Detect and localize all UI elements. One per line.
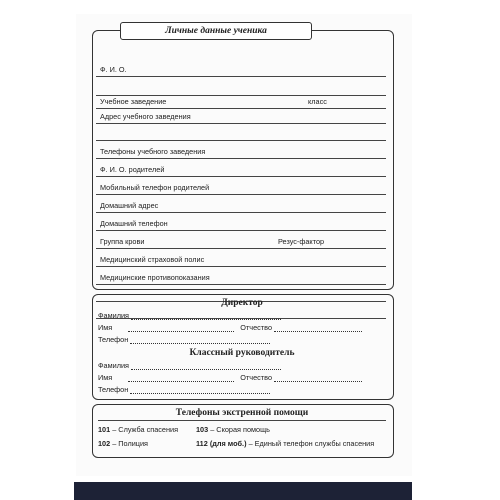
director-phone-field[interactable] — [130, 336, 270, 344]
teacher-name-field[interactable] — [128, 374, 234, 382]
insurance-line[interactable] — [96, 249, 386, 267]
parent-mobile-line[interactable] — [96, 177, 386, 195]
insurance-label: Медицинский страховой полис — [100, 255, 205, 264]
emergency-label: – Полиция — [112, 439, 148, 448]
director-surname-label: Фамилия — [98, 311, 129, 320]
teacher-surname-row[interactable] — [98, 361, 281, 370]
school-address-label: Адрес учебного заведения — [100, 112, 191, 121]
emergency-item-102 — [98, 439, 148, 448]
emergency-number: 101 — [98, 425, 111, 434]
emergency-item-112 — [196, 439, 374, 448]
parents-line[interactable] — [96, 159, 386, 177]
teacher-phone-row[interactable] — [98, 385, 270, 394]
parent-mobile-label: Мобильный телефон родителей — [100, 183, 210, 192]
director-surname-field[interactable] — [131, 312, 281, 320]
teacher-surname-field[interactable] — [131, 362, 281, 370]
student-data-title: Личные данные ученика — [120, 22, 312, 40]
director-phone-row[interactable] — [98, 335, 270, 344]
contraindications-label: Медицинские противопоказания — [100, 273, 210, 282]
emergency-label: – Служба спасения — [112, 425, 179, 434]
director-name-field[interactable] — [128, 324, 234, 332]
blank-line[interactable] — [96, 77, 386, 96]
teacher-patronymic-field[interactable] — [274, 374, 362, 382]
school-line[interactable] — [96, 96, 386, 109]
emergency-number: 103 — [196, 425, 209, 434]
emergency-label: – Скорая помощь — [210, 425, 270, 434]
director-title: Директор — [221, 298, 263, 308]
home-phone-label: Домашний телефон — [100, 219, 168, 228]
home-phone-line[interactable] — [96, 213, 386, 231]
director-patronymic-label: Отчество — [240, 323, 273, 332]
home-address-line[interactable] — [96, 195, 386, 213]
emergency-number: 112 — [196, 439, 208, 448]
rhesus-label: Резус-фактор — [278, 237, 325, 246]
teacher-phone-field[interactable] — [130, 386, 270, 394]
fio-label: Ф. И. О. — [100, 65, 127, 74]
director-patronymic-field[interactable] — [274, 324, 362, 332]
contraindications-line[interactable] — [96, 267, 386, 285]
home-address-label: Домашний адрес — [100, 201, 159, 210]
teacher-name-label: Имя — [98, 373, 113, 382]
school-address-line[interactable] — [96, 109, 386, 124]
director-surname-row[interactable] — [98, 311, 281, 320]
director-name-row[interactable] — [98, 323, 362, 332]
fio-line[interactable] — [96, 62, 386, 77]
director-name-label: Имя — [98, 323, 113, 332]
emergency-item-103 — [196, 425, 270, 434]
page-edge-bar — [74, 482, 412, 500]
teacher-name-row[interactable] — [98, 373, 362, 382]
emergency-divider — [98, 420, 386, 421]
emergency-item-101 — [98, 425, 178, 434]
parents-label: Ф. И. О. родителей — [100, 165, 165, 174]
blank-line[interactable] — [96, 124, 386, 141]
teacher-surname-label: Фамилия — [98, 361, 129, 370]
teacher-title: Классный руководитель — [189, 348, 295, 358]
school-phones-label: Телефоны учебного заведения — [100, 147, 206, 156]
director-phone-label: Телефон — [98, 335, 129, 344]
teacher-patronymic-label: Отчество — [240, 373, 273, 382]
teacher-phone-label: Телефон — [98, 385, 129, 394]
school-phones-line[interactable] — [96, 141, 386, 159]
class-label: класс — [308, 97, 327, 106]
school-label: Учебное заведение — [100, 97, 167, 106]
student-data-lines — [96, 62, 386, 319]
emergency-number: 102 — [98, 439, 111, 448]
emergency-label: – Единый телефон службы спасения — [248, 439, 375, 448]
emergency-title: Телефоны экстренной помощи — [175, 408, 309, 418]
blood-group-line[interactable] — [96, 231, 386, 249]
blood-group-label: Группа крови — [100, 237, 145, 246]
emergency-note: (для моб.) — [209, 439, 247, 448]
